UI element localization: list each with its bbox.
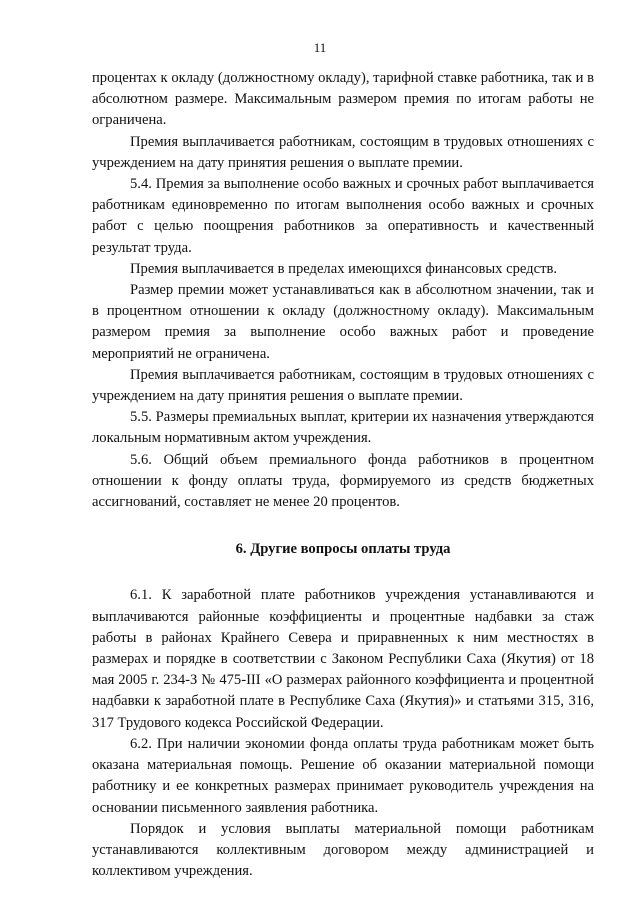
section-5-continuation — [92, 68, 594, 513]
paragraph: Размер премии может устанавливаться как в абсолютном значении, так и в процентном отношении к окладу (должностному окладу). Максимальным размером премия за выполнение особо важных работ и проведение мероприятий не ограничена. — [92, 282, 594, 362]
section-6 — [92, 585, 594, 882]
section-heading: 6. Другие вопросы оплаты труда — [235, 541, 451, 558]
paragraph: 6.2. При наличии экономии фонда оплаты труда работникам может быть оказана материальная помощь. Решение об оказании материальной помощи работнику и ее конкретных размерах принимает руководитель учреждения на основании письменного заявления работника. — [92, 735, 594, 816]
paragraph: 6.1. К заработной плате работников учреждения устанавливаются и выплачиваются районные коэффициенты и процентные надбавки за стаж работы в районах Крайнего Севера и приравненных к ним местностях в размерах и порядке в соответствии с Законом Республики Саха (Якутия) от 18 мая 2005 г. 234-З № 475-III «О размерах районного коэффициента и процентной надбавки к заработной плате в Республике Саха (Якутия)» и статьями 315, 316, 317 Трудового кодекса Российской Федерации. — [92, 587, 594, 731]
paragraph: 5.4. Премия за выполнение особо важных и срочных работ выплачивается работникам единовременно по итогам выполнения особо важных и срочных работ с целью поощрения работников за оперативность и качественный результат труда. — [92, 176, 594, 256]
paragraph: Премия выплачивается работникам, состоящим в трудовых отношениях с учреждением на дату принятия решения о выплате премии. — [92, 133, 594, 171]
paragraph: Премия выплачивается в пределах имеющихся финансовых средств. — [130, 260, 557, 277]
paragraph: 5.6. Общий объем премиального фонда работников в процентном отношении к фонду оплаты труда, формируемого из средств бюджетных ассигнований, составляет не менее 20 процентов. — [92, 451, 594, 511]
paragraph: Порядок и условия выплаты материальной помощи работникам устанавливаются коллективным договором между администрацией и коллективом учреждения. — [92, 820, 594, 880]
document-body — [92, 68, 594, 882]
paragraph: 5.5. Размеры премиальных выплат, критерии их назначения утверждаются локальным нормативным актом учреждения. — [92, 409, 594, 447]
paragraph: процентах к окладу (должностному окладу), тарифной ставке работника, так и в абсолютном размере. Максимальным размером премия по итогам работы не ограничена. — [92, 70, 594, 129]
paragraph: Премия выплачивается работникам, состоящим в трудовых отношениях с учреждением на дату принятия решения о выплате премии. — [92, 366, 594, 405]
page-number: 11 — [313, 40, 327, 55]
